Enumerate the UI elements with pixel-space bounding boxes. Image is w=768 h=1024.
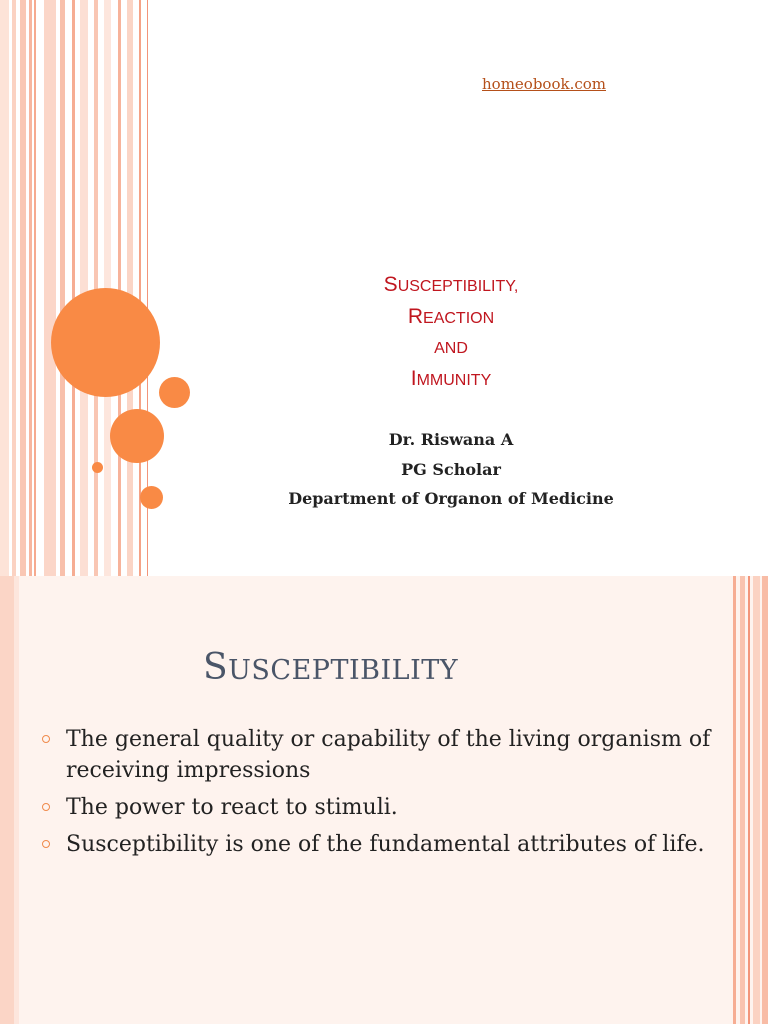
decorative-circle-large (51, 288, 160, 397)
bullet-circle-icon (42, 735, 50, 743)
decorative-stripe (12, 0, 16, 576)
author-role: PG Scholar (401, 459, 501, 479)
decorative-stripe (748, 576, 750, 1024)
decorative-stripe (762, 576, 768, 1024)
list-item (40, 829, 720, 860)
list-item (40, 724, 720, 786)
decorative-stripe (127, 0, 133, 576)
bullet-list (40, 724, 720, 866)
decorative-circle-medium (159, 377, 190, 408)
decorative-circle-tiny (92, 462, 103, 473)
slide-heading: SUSCEPTIBILITY (203, 647, 459, 688)
decorative-stripe (0, 0, 9, 576)
decorative-stripe (740, 576, 745, 1024)
title-line-3: AND (434, 340, 468, 357)
title-line-1: SUSCEPTIBILITY, (383, 273, 519, 296)
decorative-stripe (44, 0, 56, 576)
decorative-stripe (14, 576, 19, 1024)
website-link[interactable]: homeobook.com (482, 75, 606, 93)
decorative-circle-medium (110, 409, 164, 463)
decorative-stripe (80, 0, 88, 576)
bullet-circle-icon (42, 840, 50, 848)
decorative-stripe (34, 0, 36, 576)
decorative-stripe (733, 576, 736, 1024)
title-line-4: IMMUNITY (410, 367, 492, 390)
list-item-text: The general quality or capability of the living organism of receiving impressions (66, 727, 711, 783)
title-line-2: REACTION (407, 305, 495, 328)
decorative-stripe (139, 0, 141, 576)
decorative-stripe (20, 0, 26, 576)
decorative-stripe (29, 0, 32, 576)
decorative-circle-small (140, 486, 163, 509)
author-name: Dr. Riswana A (388, 430, 514, 449)
decorative-stripe (118, 0, 121, 576)
list-item (40, 792, 720, 823)
author-info (250, 425, 652, 514)
list-item-text: The power to react to stimuli. (66, 795, 398, 820)
decorative-stripe (0, 576, 14, 1024)
slide-title (290, 270, 612, 396)
decorative-stripe (72, 0, 75, 576)
decorative-stripe (60, 0, 65, 576)
author-department: Department of Organon of Medicine (288, 489, 614, 508)
decorative-stripe (753, 576, 760, 1024)
bullet-circle-icon (42, 803, 50, 811)
list-item-text: Susceptibility is one of the fundamental attributes of life. (66, 832, 705, 857)
